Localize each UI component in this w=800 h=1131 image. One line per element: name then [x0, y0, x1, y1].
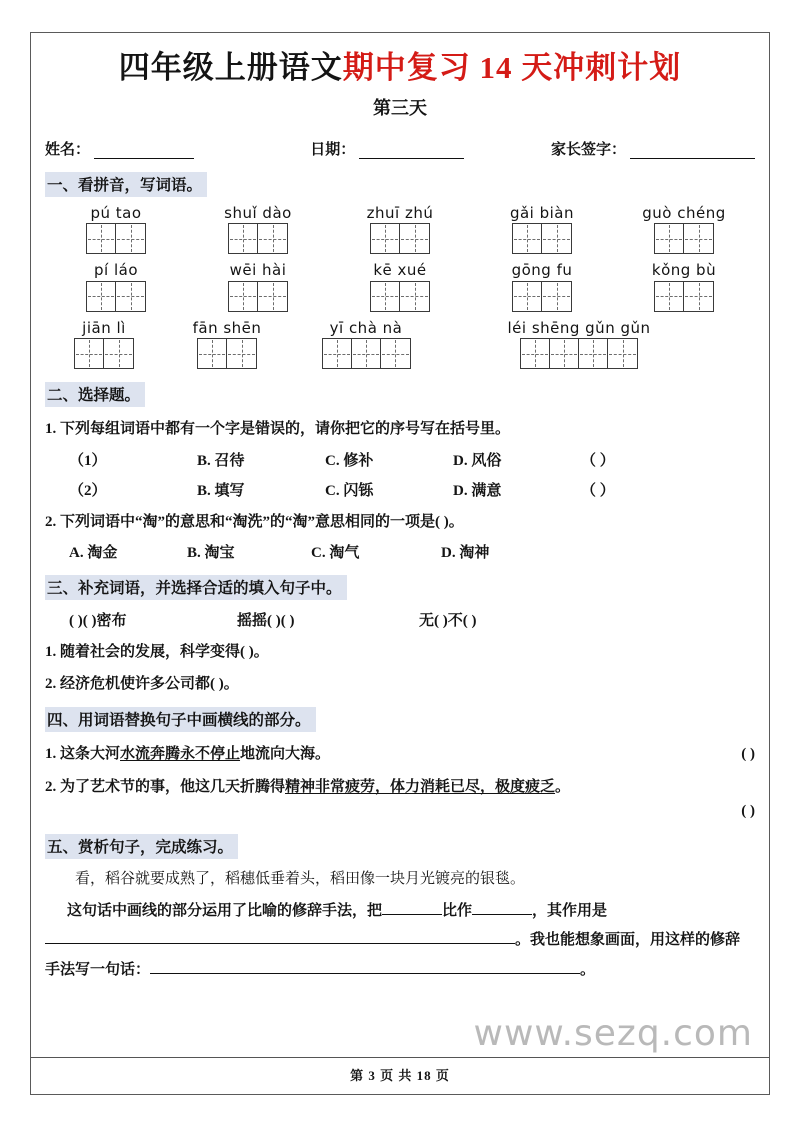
footer-divider [31, 1057, 769, 1058]
q1-row1-number: （1） [69, 452, 107, 469]
tianzige-cell[interactable] [258, 224, 287, 253]
pinyin-label: gǎi biàn [509, 203, 575, 222]
pinyin-word-group [45, 262, 187, 312]
tianzige-cell[interactable] [655, 282, 684, 311]
tianzige-grid[interactable] [512, 281, 572, 312]
tianzige-cell[interactable] [116, 282, 145, 311]
pinyin-label: wēi hài [229, 261, 287, 280]
tianzige-grid[interactable] [654, 281, 714, 312]
tianzige-cell[interactable] [381, 339, 410, 368]
q1-row1-option-d[interactable]: D. 风俗 [453, 452, 502, 469]
pinyin-word-group [45, 205, 187, 255]
tianzige-cell[interactable] [87, 282, 116, 311]
name-field-group [45, 138, 310, 159]
s5-blank-1[interactable] [382, 913, 442, 915]
pinyin-word-group [329, 205, 471, 255]
pinyin-word-group [471, 262, 613, 312]
date-field-group [310, 138, 551, 159]
tianzige-cell[interactable] [352, 339, 381, 368]
tianzige-cell[interactable] [104, 339, 133, 368]
pinyin-word-group [613, 262, 755, 312]
s5-line3-period: 。 [580, 961, 596, 978]
name-input-line[interactable] [94, 157, 194, 159]
page-subtitle: 第三天 [373, 97, 427, 118]
site-watermark: www.sezq.com [473, 1013, 753, 1054]
section-5-analysis-line-3 [45, 960, 755, 980]
pinyin-exercise-area [45, 205, 755, 370]
s5-line3-label: 手法写一句话： [45, 961, 151, 978]
s5-line1-part-c: ，其作用是 [532, 903, 608, 919]
title-red-part: 期中复习 14 天冲刺计划 [342, 50, 682, 85]
tianzige-grid[interactable] [322, 338, 411, 369]
tianzige-cell[interactable] [513, 224, 542, 253]
pinyin-word-group [613, 205, 755, 255]
section-4-heading: 四、用词语替换句子中画横线的部分。 [45, 707, 316, 732]
tianzige-cell[interactable] [521, 339, 550, 368]
s5-line1-part-b: 比作 [442, 903, 473, 919]
name-label: 姓名： [45, 141, 91, 158]
pinyin-word-group [187, 262, 329, 312]
q1-row1-option-c[interactable]: C. 修补 [325, 452, 374, 469]
section-5-quoted-sentence: 看，稻谷就要成熟了，稻穗低垂着头，稻田像一块月光镀亮的银毯。 [75, 871, 526, 887]
tianzige-cell[interactable] [608, 339, 637, 368]
word-blank-3[interactable]: 无( )不( ) [419, 612, 477, 629]
section-2-heading: 二、选择题。 [45, 382, 145, 407]
pinyin-label: shuǐ dào [224, 203, 292, 222]
signature-label: 家长签字： [550, 141, 626, 158]
s5-line1-part-a: 这句话中画线的部分运用了比喻的修辞手法，把 [67, 903, 383, 919]
date-label: 日期： [310, 141, 356, 158]
tianzige-cell[interactable] [542, 282, 571, 311]
tianzige-grid[interactable] [86, 281, 146, 312]
pinyin-word-group [187, 205, 329, 255]
pinyin-word-group [163, 320, 291, 370]
pinyin-word-group [45, 320, 163, 370]
q1-row2-option-a[interactable]: B. 填写 [197, 482, 245, 499]
q1-row2-option-d[interactable]: D. 满意 [453, 482, 502, 499]
tianzige-grid[interactable] [370, 223, 430, 254]
student-meta-row [45, 138, 755, 159]
signature-field-group [551, 138, 755, 159]
tianzige-grid[interactable] [512, 223, 572, 254]
tianzige-cell[interactable] [400, 282, 429, 311]
tianzige-cell[interactable] [258, 282, 287, 311]
s4-q2-answer-paren[interactable]: ( ) [741, 802, 755, 819]
pinyin-word-group [291, 320, 441, 370]
section-3-sentence-2[interactable]: 2. 经济危机使许多公司都( )。 [45, 676, 239, 692]
tianzige-cell[interactable] [550, 339, 579, 368]
page-title [45, 49, 755, 88]
s4-q2-answer-paren-row [45, 801, 755, 821]
tianzige-grid[interactable] [370, 281, 430, 312]
q2-option-b[interactable]: B. 淘宝 [187, 544, 235, 561]
tianzige-cell[interactable] [75, 339, 104, 368]
section-5-analysis-line-2 [45, 930, 755, 950]
signature-input-line[interactable] [630, 157, 755, 159]
pinyin-label: guò chéng [642, 203, 726, 222]
tianzige-cell[interactable] [371, 282, 400, 311]
q1-row2-number: （2） [69, 482, 107, 499]
section-2-q2-options [69, 541, 755, 562]
section-2-q1-row-1 [69, 449, 755, 470]
pinyin-label: pú tao [90, 203, 142, 222]
tianzige-grid[interactable] [520, 338, 638, 369]
s4-q1-suffix: 地流向大海。 [240, 746, 331, 763]
pinyin-word-group [329, 262, 471, 312]
pinyin-word-group [459, 320, 699, 370]
section-4-sentence-1 [45, 744, 755, 764]
s5-blank-2[interactable] [472, 913, 532, 915]
worksheet-page [30, 32, 770, 1095]
tianzige-grid[interactable] [228, 281, 288, 312]
tianzige-grid[interactable] [228, 223, 288, 254]
section-3-word-blanks [69, 609, 755, 630]
s4-q1-prefix: 1. 这条大河 [45, 746, 121, 763]
section-2-q1-row-2 [69, 479, 755, 500]
pinyin-label: yī chà nà [329, 318, 403, 337]
pinyin-label: kē xué [373, 261, 427, 280]
s4-q2-prefix: 2. 为了艺术节的事，他这几天折腾得 [45, 778, 286, 795]
s4-q2-suffix: 。 [555, 778, 571, 795]
section-5-analysis-line-1 [67, 901, 755, 921]
word-blank-2[interactable]: 摇摇( )( ) [237, 612, 295, 629]
date-input-line[interactable] [359, 157, 464, 159]
tianzige-cell[interactable] [198, 339, 227, 368]
section-3-sentence-1[interactable]: 1. 随着社会的发展，科学变得( )。 [45, 643, 269, 660]
s4-q1-answer-paren[interactable]: ( ) [741, 746, 755, 763]
tianzige-cell[interactable] [655, 224, 684, 253]
tianzige-cell[interactable] [116, 224, 145, 253]
section-5-heading: 五、赏析句子，完成练习。 [45, 834, 238, 859]
tianzige-cell[interactable] [400, 224, 429, 253]
q1-row1-option-a[interactable]: B. 召待 [197, 452, 245, 469]
pinyin-word-group [471, 205, 613, 255]
pinyin-label: zhuī zhú [366, 203, 434, 222]
page-number-footer: 第 3 页 共 18 页 [350, 1068, 450, 1083]
section-2-question-2: 2. 下列词语中“淘”的意思和“淘洗”的“淘”意思相同的一项是( )。 [45, 513, 464, 530]
s5-blank-3[interactable] [45, 942, 515, 944]
tianzige-grid[interactable] [86, 223, 146, 254]
pinyin-label: léi shēng gǔn gǔn [507, 318, 651, 337]
tianzige-cell[interactable] [229, 282, 258, 311]
q2-option-a[interactable]: A. 淘金 [69, 544, 118, 561]
s4-q1-underlined: 水流奔腾永不停止 [120, 746, 241, 763]
pinyin-row [45, 262, 755, 312]
tianzige-cell[interactable] [513, 282, 542, 311]
section-3-heading: 三、补充词语，并选择合适的填入句子中。 [45, 575, 347, 600]
tianzige-cell[interactable] [87, 224, 116, 253]
tianzige-cell[interactable] [229, 224, 258, 253]
tianzige-cell[interactable] [684, 224, 713, 253]
tianzige-cell[interactable] [684, 282, 713, 311]
q1-row2-answer-paren[interactable]: （ ） [581, 482, 615, 499]
s4-q2-underlined: 精神非常疲劳，体力消耗已尽，极度疲乏 [285, 778, 556, 795]
pinyin-label: gōng fu [511, 261, 573, 280]
section-4-sentence-2 [45, 777, 755, 797]
pinyin-label: kǒng bù [651, 261, 717, 280]
q2-option-d[interactable]: D. 淘神 [441, 544, 490, 561]
tianzige-cell[interactable] [542, 224, 571, 253]
pinyin-row [45, 205, 755, 255]
page-content [45, 39, 755, 980]
pinyin-label: pí láo [94, 261, 138, 280]
s5-line2-text: 。我也能想象画面，用这样的修辞 [515, 932, 741, 949]
tianzige-grid[interactable] [74, 338, 134, 369]
tianzige-cell[interactable] [371, 224, 400, 253]
pinyin-label: fān shēn [192, 318, 262, 337]
tianzige-cell[interactable] [323, 339, 352, 368]
tianzige-grid[interactable] [197, 338, 257, 369]
word-blank-1[interactable]: ( )( )密布 [69, 612, 127, 629]
tianzige-cell[interactable] [227, 339, 256, 368]
section-1-heading: 一、看拼音，写词语。 [45, 172, 207, 197]
tianzige-cell[interactable] [579, 339, 608, 368]
s5-blank-4[interactable] [150, 972, 580, 974]
pinyin-label: jiān lì [82, 318, 126, 337]
q2-option-c[interactable]: C. 淘气 [311, 544, 360, 561]
q1-row1-answer-paren[interactable]: （ ） [581, 452, 615, 469]
section-2-question-1: 1. 下列每组词语中都有一个字是错误的，请你把它的序号写在括号里。 [45, 421, 511, 438]
pinyin-row [45, 320, 755, 370]
q1-row2-option-c[interactable]: C. 闪铄 [325, 482, 374, 499]
title-black-part: 四年级上册语文 [118, 50, 343, 85]
tianzige-grid[interactable] [654, 223, 714, 254]
